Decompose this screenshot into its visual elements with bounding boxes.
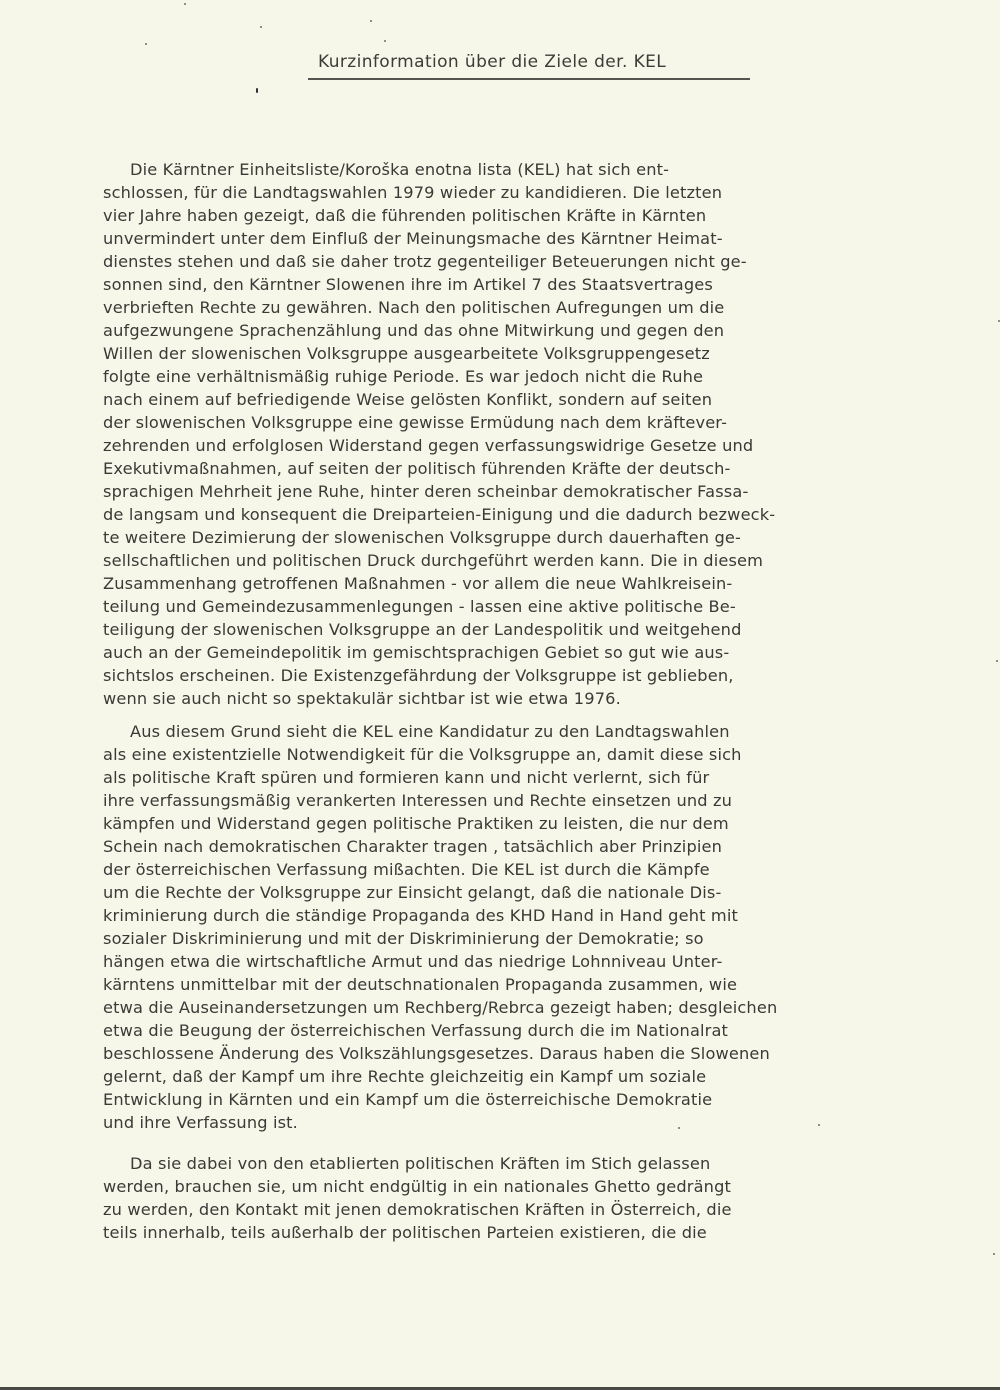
paper-speck (384, 40, 386, 42)
text-line: Die Kärntner Einheitsliste/Koroška enotna lista (KEL) hat sich ent- (130, 160, 670, 179)
document-title: Kurzinformation über die Ziele der. KEL (318, 52, 667, 72)
text-line: Da sie dabei von den etablierten politischen Kräften im Stich gelassen (130, 1154, 711, 1173)
text-line: teiligung der slowenischen Volksgruppe an der Landespolitik und weitgehend (103, 620, 742, 639)
paragraph-2 (103, 720, 983, 1134)
paper-speck (996, 660, 998, 662)
paper-speck (993, 1253, 995, 1255)
paragraph-1 (103, 158, 983, 710)
text-line: Exekutivmaßnahmen, auf seiten der politisch führenden Kräfte der deutsch- (103, 459, 731, 478)
text-line: zehrenden und erfolglosen Widerstand gegen verfassungswidrige Gesetze und (103, 436, 754, 455)
paper-speck (256, 88, 258, 93)
paper-speck (184, 3, 186, 5)
text-line: nach einem auf befriedigende Weise gelösten Konflikt, sondern auf seiten (103, 390, 713, 409)
text-line: gelernt, daß der Kampf um ihre Rechte gleichzeitig ein Kampf um soziale (103, 1067, 707, 1086)
text-line: kämpfen und Widerstand gegen politische Praktiken zu leisten, die nur dem (103, 814, 729, 833)
text-line: sprachigen Mehrheit jene Ruhe, hinter deren scheinbar demokratischer Fassa- (103, 482, 749, 501)
text-line: unvermindert unter dem Einfluß der Meinungsmache des Kärntner Heimat- (103, 229, 723, 248)
text-line: aufgezwungene Sprachenzählung und das ohne Mitwirkung und gegen den (103, 321, 725, 340)
text-line: um die Rechte der Volksgruppe zur Einsicht gelangt, daß die nationale Dis- (103, 883, 722, 902)
text-line: zu werden, den Kontakt mit jenen demokratischen Kräften in Österreich, die (103, 1200, 732, 1219)
text-line: Willen der slowenischen Volksgruppe ausgearbeitete Volksgruppengesetz (103, 344, 710, 363)
text-line: als eine existentzielle Notwendigkeit für die Volksgruppe an, damit diese sich (103, 745, 742, 764)
text-line: kärntens unmittelbar mit der deutschnationalen Propaganda zusammen, wie (103, 975, 738, 994)
text-line: sonnen sind, den Kärntner Slowenen ihre im Artikel 7 des Staatsvertrages (103, 275, 713, 294)
text-line: Aus diesem Grund sieht die KEL eine Kandidatur zu den Landtagswahlen (130, 722, 730, 741)
paper-speck (678, 1127, 680, 1129)
text-line: Schein nach demokratischen Charakter tragen , tatsächlich aber Prinzipien (103, 837, 723, 856)
text-line: kriminierung durch die ständige Propaganda des KHD Hand in Hand geht mit (103, 906, 738, 925)
text-line: Entwicklung in Kärnten und ein Kampf um die österreichische Demokratie (103, 1090, 713, 1109)
text-line: sozialer Diskriminierung und mit der Diskriminierung der Demokratie; so (103, 929, 704, 948)
text-line: werden, brauchen sie, um nicht endgültig in ein nationales Ghetto gedrängt (103, 1177, 732, 1196)
text-line: verbrieften Rechte zu gewähren. Nach den politischen Aufregungen um die (103, 298, 725, 317)
text-line: te weitere Dezimierung der slowenischen Volksgruppe durch dauerhaften ge- (103, 528, 741, 547)
text-line: Zusammenhang getroffenen Maßnahmen - vor allem die neue Wahlkreisein- (103, 574, 733, 593)
paragraph-3 (103, 1152, 983, 1244)
text-line: folgte eine verhältnismäßig ruhige Periode. Es war jedoch nicht die Ruhe (103, 367, 704, 386)
text-line: schlossen, für die Landtagswahlen 1979 wieder zu kandidieren. Die letzten (103, 183, 723, 202)
text-line: sellschaftlichen und politischen Druck durchgeführt werden kann. Die in diesem (103, 551, 764, 570)
paper-speck (370, 20, 372, 22)
text-line: als politische Kraft spüren und formieren kann und nicht verlernt, sich für (103, 768, 710, 787)
paper-speck (260, 26, 262, 28)
text-line: ihre verfassungsmäßig verankerten Interessen und Rechte einsetzen und zu (103, 791, 733, 810)
text-line: de langsam und konsequent die Dreiparteien-Einigung und die dadurch bezweck- (103, 505, 776, 524)
text-line: der slowenischen Volksgruppe eine gewisse Ermüdung nach dem kräftever- (103, 413, 728, 432)
title-underline (308, 78, 750, 80)
text-line: dienstes stehen und daß sie daher trotz gegenteiliger Beteuerungen nicht ge- (103, 252, 747, 271)
text-line: beschlossene Änderung des Volkszählungsgesetzes. Daraus haben die Slowenen (103, 1044, 770, 1063)
text-line: der österreichischen Verfassung mißachten. Die KEL ist durch die Kämpfe (103, 860, 710, 879)
text-line: etwa die Beugung der österreichischen Verfassung durch die im Nationalrat (103, 1021, 729, 1040)
text-line: vier Jahre haben gezeigt, daß die führenden politischen Kräfte in Kärnten (103, 206, 707, 225)
text-line: teils innerhalb, teils außerhalb der politischen Parteien existieren, die die (103, 1223, 707, 1242)
text-line: hängen etwa die wirtschaftliche Armut und das niedrige Lohnniveau Unter- (103, 952, 723, 971)
paper-speck (818, 1124, 820, 1126)
text-line: sichtslos erscheinen. Die Existenzgefährdung der Volksgruppe ist geblieben, (103, 666, 734, 685)
text-line: etwa die Auseinandersetzungen um Rechberg/Rebrca gezeigt haben; desgleichen (103, 998, 778, 1017)
text-line: auch an der Gemeindepolitik im gemischtsprachigen Gebiet so gut wie aus- (103, 643, 730, 662)
text-line: und ihre Verfassung ist. (103, 1113, 298, 1132)
paper-speck (145, 43, 147, 45)
text-line: teilung und Gemeindezusammenlegungen - lassen eine aktive politische Be- (103, 597, 736, 616)
text-line: wenn sie auch nicht so spektakulär sichtbar ist wie etwa 1976. (103, 689, 621, 708)
